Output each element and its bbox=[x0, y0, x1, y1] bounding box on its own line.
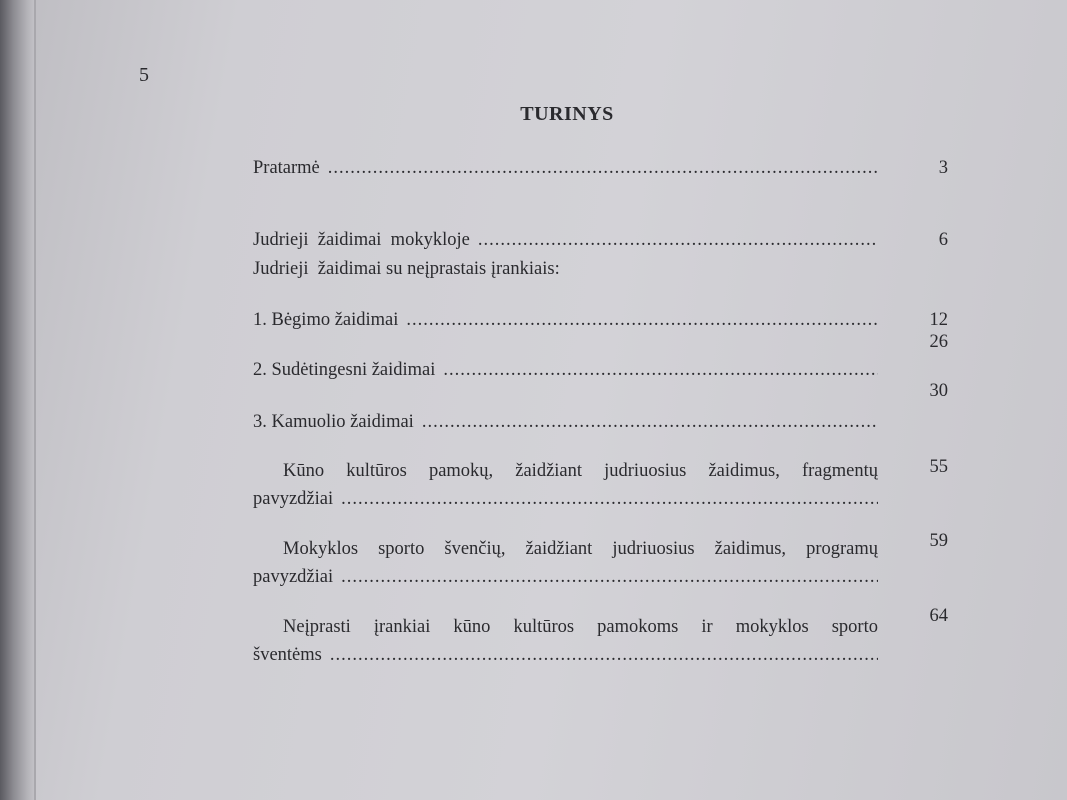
toc-entry: Pratarmė ..... bbox=[253, 157, 878, 179]
toc-page: 3 bbox=[938, 158, 948, 178]
toc-entry: 1. Bėgimo žaidimai ..... bbox=[253, 309, 878, 331]
toc-page: 26 bbox=[929, 332, 948, 352]
toc-page: 59 bbox=[929, 531, 948, 551]
toc-entry-line1: Mokyklos sporto švenčių, žaidžiant judriuosius žaidimus, programų bbox=[283, 539, 878, 559]
dot-leader bbox=[478, 229, 878, 251]
dot-leader bbox=[422, 411, 878, 433]
toc-entry-line2: pavyzdžiai ..... bbox=[253, 488, 878, 510]
page-number: 5 bbox=[139, 64, 149, 86]
toc-page: 6 bbox=[938, 230, 948, 250]
toc-entry-line2: šventėms ..... bbox=[253, 644, 878, 666]
toc-page: 30 bbox=[929, 381, 948, 401]
toc-entry-line1: Neįprasti įrankiai kūno kultūros pamokoms ir mokyklos sporto bbox=[283, 617, 878, 637]
dot-leader bbox=[406, 309, 878, 331]
toc-entry-line2: pavyzdžiai ..... bbox=[253, 566, 878, 588]
page-title: TURINYS bbox=[520, 103, 614, 125]
dot-leader bbox=[330, 644, 878, 666]
toc-entry: 2. Sudėtingesni žaidimai ..... bbox=[253, 359, 878, 381]
dot-leader bbox=[443, 359, 878, 381]
toc-page: 55 bbox=[929, 457, 948, 477]
dot-leader bbox=[341, 488, 878, 510]
dot-leader bbox=[341, 566, 878, 588]
toc-entry: 3. Kamuolio žaidimai ..... bbox=[253, 411, 878, 433]
toc-page: 12 bbox=[929, 310, 948, 330]
toc-heading: Judrieji žaidimai su neįprastais įrankiais: bbox=[253, 259, 560, 279]
toc-entry-line1: Kūno kultūros pamokų, žaidžiant judriuosius žaidimus, fragmentų bbox=[283, 461, 878, 481]
dot-leader bbox=[328, 157, 878, 179]
toc-entry: Judrieji žaidimai mokykloje ..... bbox=[253, 229, 878, 251]
toc-page: 64 bbox=[929, 606, 948, 626]
